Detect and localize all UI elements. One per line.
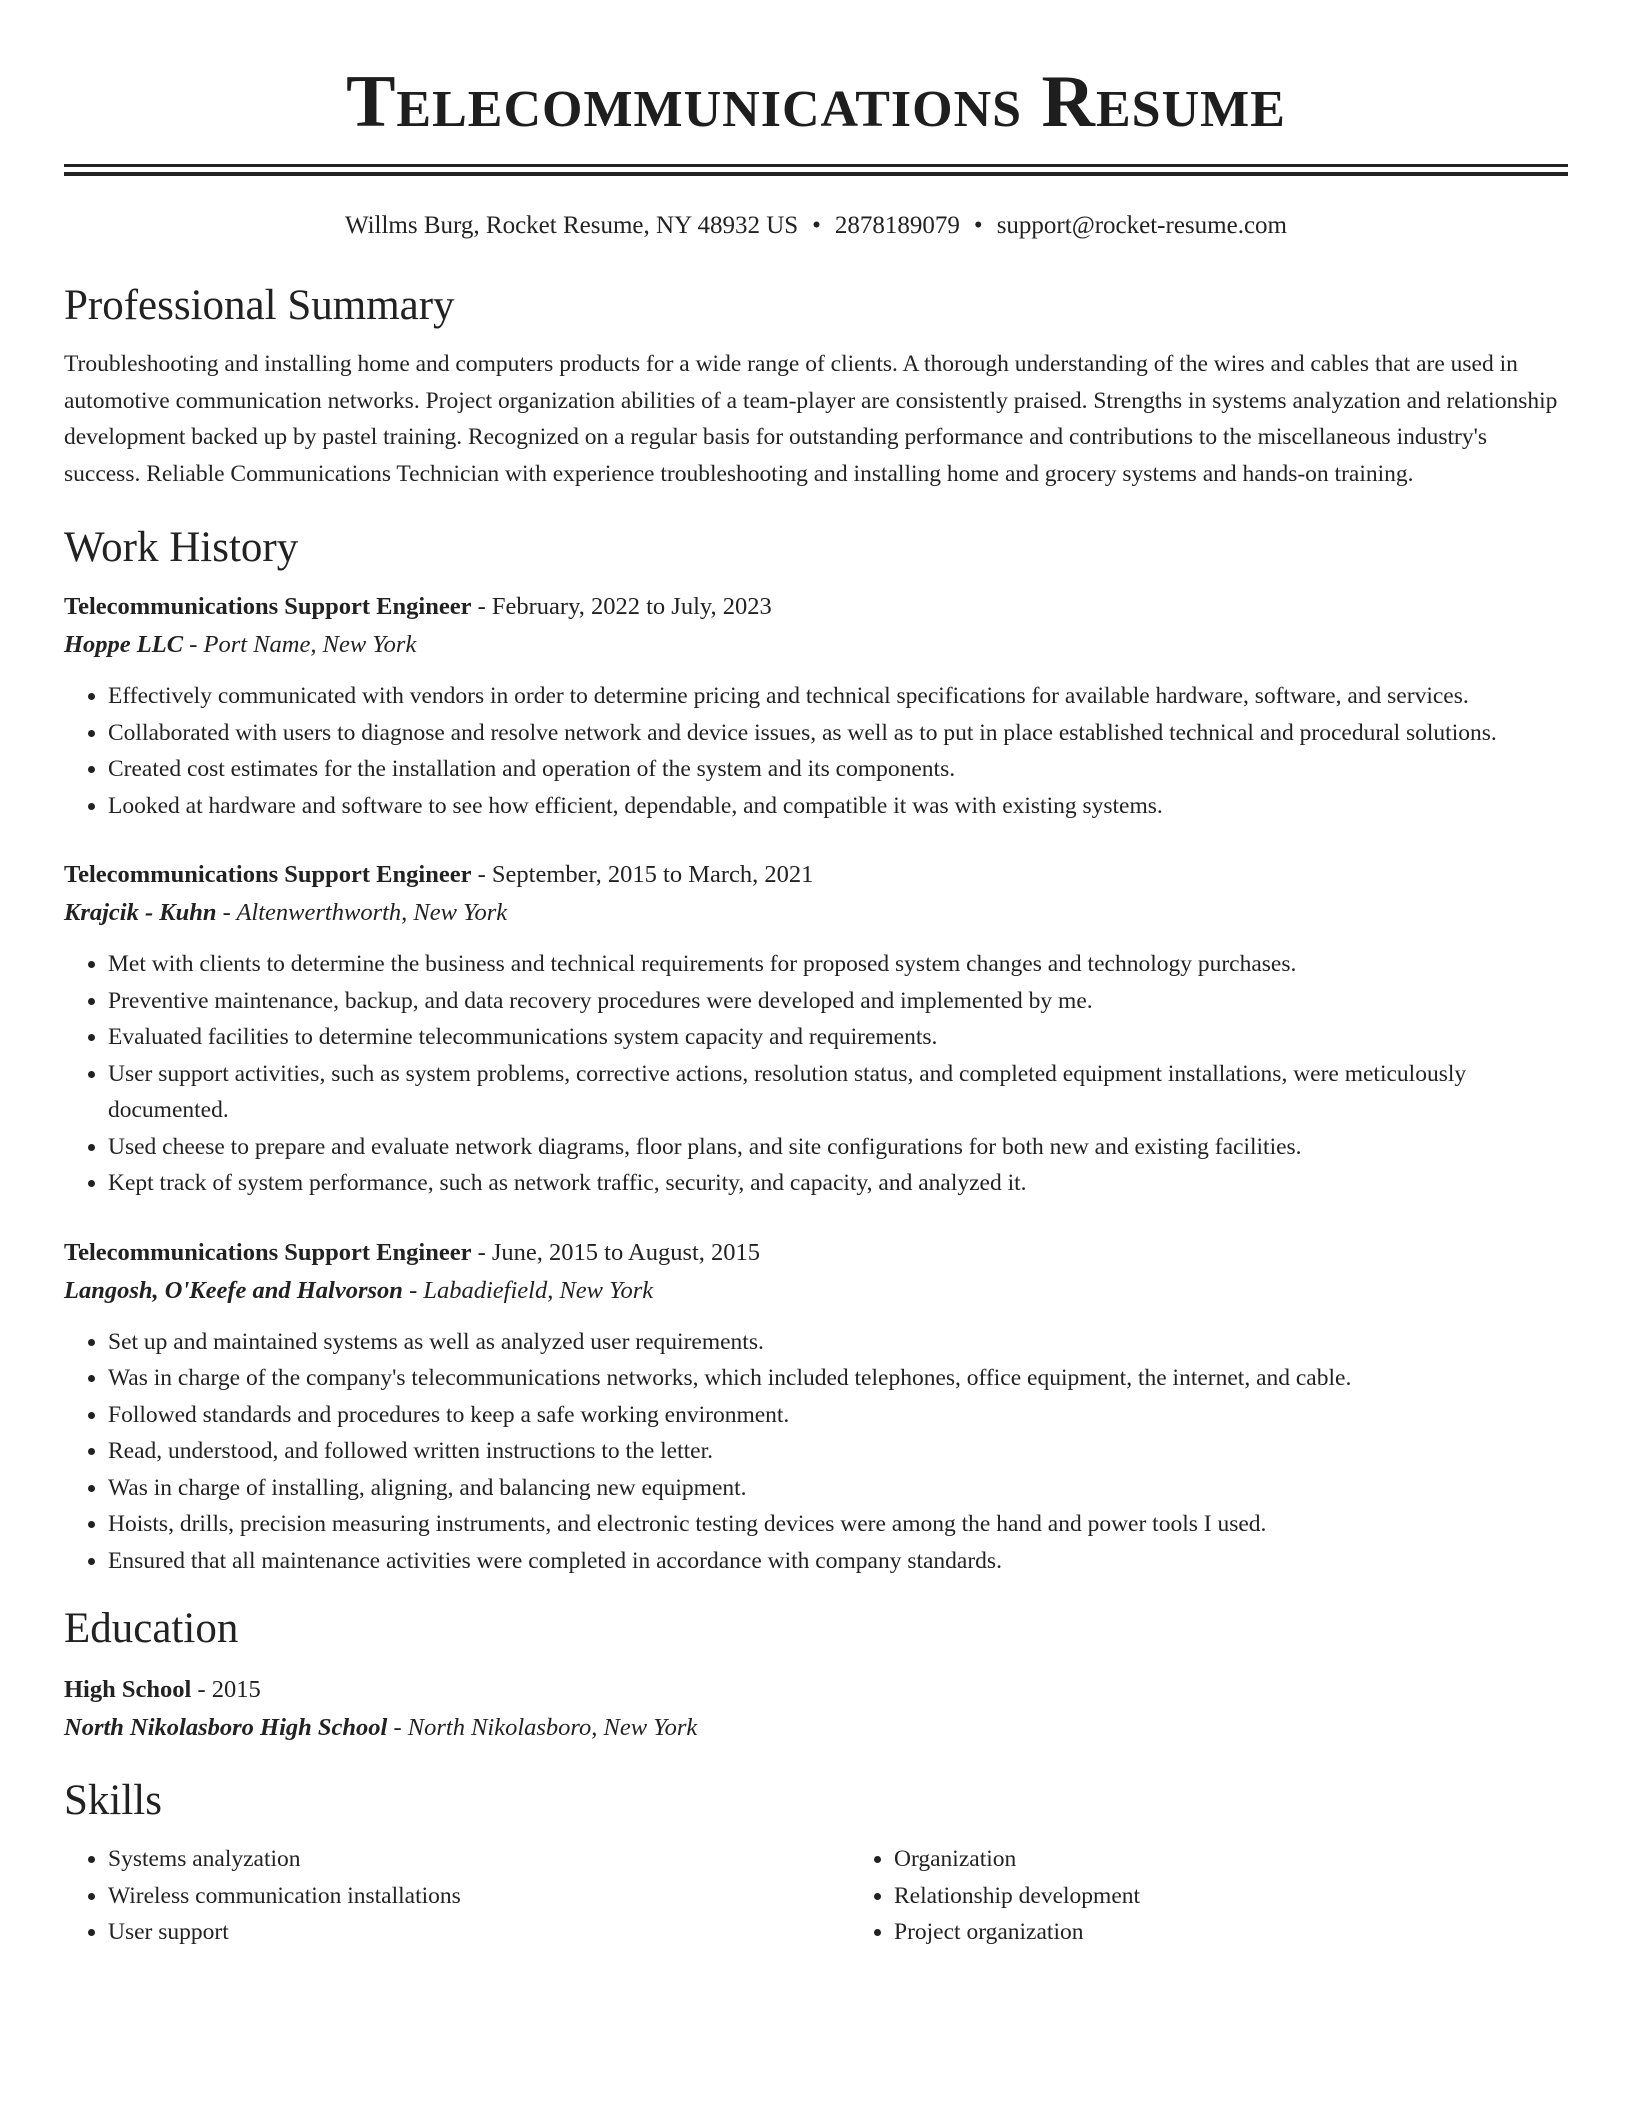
graduation-year: 2015 — [211, 1676, 261, 1703]
job-bullets — [64, 946, 1568, 1202]
job-entry — [64, 588, 1568, 824]
skill-item: • Wireless communication installations — [108, 1878, 850, 1915]
list-item: • Evaluated facilities to determine telecommunications system capacity and requirements. — [108, 1019, 1568, 1056]
school-line — [64, 1709, 1568, 1747]
work-history-heading: Work History — [64, 524, 299, 571]
list-item: • Set up and maintained systems as well as analyzed user requirements. — [108, 1324, 1568, 1361]
job-bullets — [64, 1324, 1568, 1580]
resume-title: Telecommunications Resume — [346, 61, 1286, 143]
skills-column-right — [850, 1841, 1568, 1951]
job-title: Telecommunications Support Engineer — [64, 593, 472, 620]
company-name: Langosh, O'Keefe and Halvorson — [64, 1276, 403, 1304]
job-entry — [64, 1234, 1568, 1580]
job-title: Telecommunications Support Engineer — [64, 861, 472, 888]
contact-phone: 2878189079 — [834, 212, 960, 239]
list-item: • Looked at hardware and software to see how efficient, dependable, and compatible it was with existing systems. — [108, 788, 1568, 825]
title-rule-thick — [64, 172, 1568, 176]
summary-text: Troubleshooting and installing home and computers products for a wide range of clients. A thorough understanding of the wires and cables that are used in automotive communication networks. Project organization abilities of a team-player are consistently praised. Strengths in systems analyzation and relationship development backed up by pastel training. Recognized on a regular basis for outstanding performance and contributions to the miscellaneous industry's success. Reliable Communications Technician with experience troubleshooting and installing home and grocery systems and hands-on training. — [64, 351, 1558, 487]
job-dates: June, 2015 to August, 2015 — [491, 1238, 761, 1266]
company-line — [64, 626, 1568, 664]
list-item: • Ensured that all maintenance activities were completed in accordance with company standards. — [108, 1543, 1568, 1580]
list-item: • Preventive maintenance, backup, and data recovery procedures were developed and implemented by me. — [108, 983, 1568, 1020]
summary-heading: Professional Summary — [64, 282, 455, 329]
company-line — [64, 894, 1568, 932]
list-item: • Read, understood, and followed written instructions to the letter. — [108, 1433, 1568, 1470]
degree-dash: - — [191, 1676, 212, 1703]
skill-item: • Relationship development — [894, 1878, 1568, 1915]
company-location: Altenwerthworth, New York — [236, 899, 508, 926]
skill-item: • User support — [108, 1914, 850, 1951]
company-location: Labadiefield, New York — [423, 1276, 654, 1304]
contact-address: Willms Burg, Rocket Resume, NY 48932 US — [345, 212, 799, 239]
contact-separator: • — [973, 212, 983, 239]
skill-item: • Organization — [894, 1841, 1568, 1878]
list-item: • User support activities, such as system problems, corrective actions, resolution status, and completed equipment installations, were meticulously documented. — [108, 1056, 1568, 1129]
company-dash: - — [183, 631, 204, 658]
education-entry — [64, 1671, 1568, 1747]
job-title-line — [64, 588, 1568, 626]
list-item: • Hoists, drills, precision measuring instruments, and electronic testing devices were among the hand and power tools I used. — [108, 1506, 1568, 1543]
list-item: • Was in charge of installing, aligning, and balancing new equipment. — [108, 1470, 1568, 1507]
contact-email: support@rocket-resume.com — [996, 212, 1287, 239]
company-dash: - — [402, 1276, 424, 1304]
skills-column-left — [64, 1841, 850, 1951]
company-location: Port Name, New York — [203, 631, 417, 658]
company-name: Krajcik - Kuhn — [64, 899, 217, 926]
job-title-line — [64, 1234, 1568, 1272]
school-name: North Nikolasboro High School — [64, 1714, 388, 1741]
education-heading: Education — [64, 1605, 239, 1652]
job-dates: February, 2022 to July, 2023 — [491, 593, 772, 620]
degree: High School — [64, 1676, 192, 1703]
list-item: • Created cost estimates for the installation and operation of the system and its components. — [108, 751, 1568, 788]
contact-separator: • — [812, 212, 821, 239]
company-dash: - — [216, 899, 237, 926]
job-title: Telecommunications Support Engineer — [64, 1238, 472, 1266]
school-dash: - — [387, 1714, 408, 1741]
skill-item: • Systems analyzation — [108, 1841, 850, 1878]
list-item: • Met with clients to determine the business and technical requirements for proposed system changes and technology purchases. — [108, 946, 1568, 983]
company-name: Hoppe LLC — [64, 631, 184, 658]
title-rule-thin — [64, 164, 1568, 167]
skill-item: • Project organization — [894, 1914, 1568, 1951]
skills-list — [64, 1841, 1568, 1951]
list-item: • Was in charge of the company's telecommunications networks, which included telephones, office equipment, the internet, and cable. — [108, 1360, 1568, 1397]
job-dash: - — [471, 861, 492, 888]
list-item: • Effectively communicated with vendors in order to determine pricing and technical specifications for available hardware, software, and services. — [108, 678, 1568, 715]
job-bullets — [64, 678, 1568, 824]
degree-line — [64, 1671, 1568, 1709]
job-title-line — [64, 856, 1568, 894]
list-item: • Followed standards and procedures to keep a safe working environment. — [108, 1397, 1568, 1434]
job-entry — [64, 856, 1568, 1202]
list-item: • Used cheese to prepare and evaluate network diagrams, floor plans, and site configurations for both new and existing facilities. — [108, 1129, 1568, 1166]
company-line — [64, 1272, 1568, 1310]
school-location: North Nikolasboro, New York — [407, 1714, 698, 1741]
job-dash: - — [471, 593, 492, 620]
list-item: • Collaborated with users to diagnose and resolve network and device issues, as well as to put in place established technical and procedural solutions. — [108, 715, 1568, 752]
list-item: • Kept track of system performance, such as network traffic, security, and capacity, and analyzed it. — [108, 1165, 1568, 1202]
job-dates: September, 2015 to March, 2021 — [491, 861, 814, 888]
skills-heading: Skills — [64, 1777, 162, 1824]
job-dash: - — [471, 1238, 492, 1266]
contact-line — [64, 210, 1568, 242]
